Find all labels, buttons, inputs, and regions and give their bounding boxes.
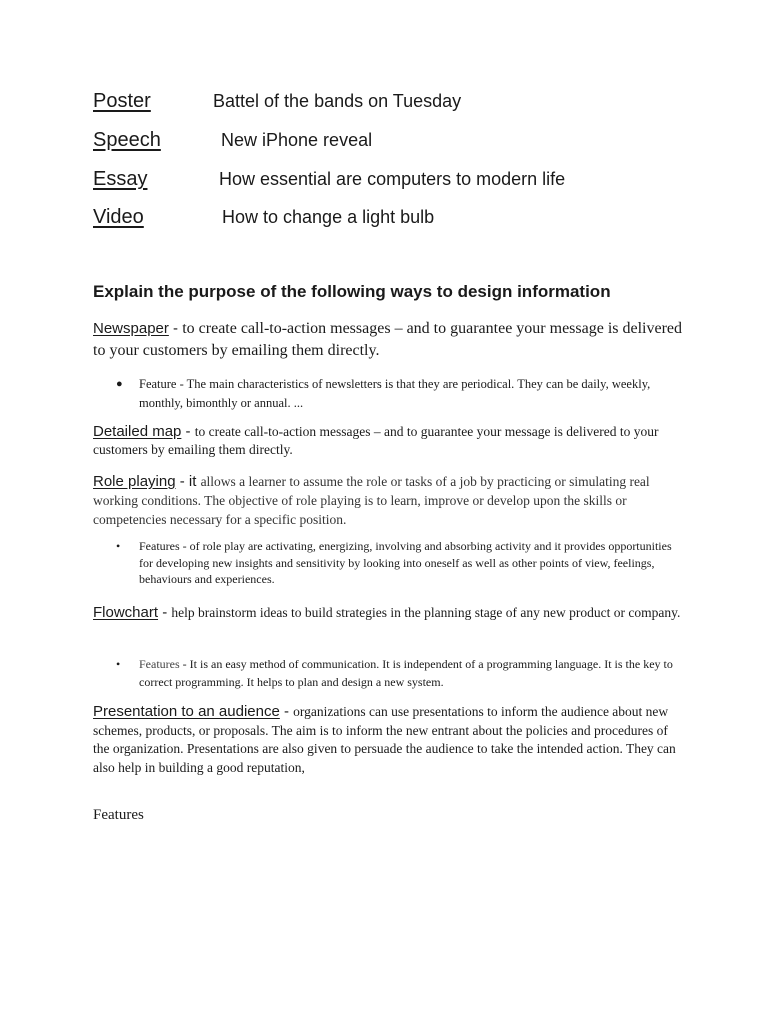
newspaper-text: to create call-to-action messages – and to guarantee your message is delivered to your customers by emailing them directly. [93,320,683,359]
role-playing-text: allows a learner to assume the role or tasks of a job by practicing or simulating real working conditions. The objective of role playing is to learn, improve or develop upon the skills or competencies necessary for a specific position. [93,474,650,527]
flowchart-feature-lead: Features [139,657,180,671]
bullet-dot: • [116,539,121,553]
flowchart-feature-text [139,656,676,691]
presentation-text: organizations can use presentations to inform the audience about new schemes, products, or proposals. The aim is to inform the new entrant about the policies and procedures of the organization. Presentations are also given to persuade the audience to take the intended action. They can also help in building a good reputation, [93,704,676,775]
role-playing-dash: - it [175,473,201,490]
detailed-map-text: to create call-to-action messages – and to guarantee your message is delivered to your customers by emailing them directly. [93,424,659,457]
features-label: Features [93,807,144,823]
detailed-map-term: Detailed map [93,423,182,440]
flowchart-term: Flowchart [93,604,159,621]
flowchart-text: help brainstorm ideas to build strategies in the planning stage of any new product or company. [171,605,681,620]
presentation-dash: - [279,703,294,720]
section-heading: Explain the purpose of the following ways to design information [93,282,611,301]
media-topic: How to change a light bulb [222,207,435,227]
media-label: Essay [93,168,148,190]
media-topic: Battel of the bands on Tuesday [213,91,462,111]
flowchart-dash: - [158,604,172,621]
media-topic: New iPhone reveal [221,130,373,150]
newspaper-term: Newspaper [93,320,169,337]
media-topic: How essential are computers to modern life [219,169,566,189]
newspaper-dash: - [168,320,183,337]
media-label: Speech [93,129,161,151]
detailed-map-paragraph [93,423,683,459]
role-playing-feature-text: Features - of role play are activating, energizing, involving and absorbing activity and it provides opportunities for developing new insights and sensitivity by looking into oneself as well as other points of view, feelings, behaviours and experiences. [139,539,672,586]
newspaper-feature-text: Feature - The main characteristics of newsletters is that they are periodical. They can be daily, weekly, monthly, bimonthly or annual. ... [139,377,651,410]
bullet-dot: ● [116,378,123,390]
media-label: Poster [93,90,151,112]
newspaper-paragraph [93,318,683,362]
detailed-map-dash: - [181,423,195,440]
flowchart-feature-body: - It is an easy method of communication. It is independent of a programming language. It is the key to correct programming. It helps to plan and design a new system. [139,657,673,689]
presentation-paragraph [93,703,683,777]
bullet-dot: • [116,657,121,671]
flowchart-paragraph [93,601,683,624]
role-playing-term: Role playing [93,473,176,490]
media-label: Video [93,206,144,228]
role-playing-paragraph [93,472,683,529]
presentation-term: Presentation to an audience [93,703,280,720]
